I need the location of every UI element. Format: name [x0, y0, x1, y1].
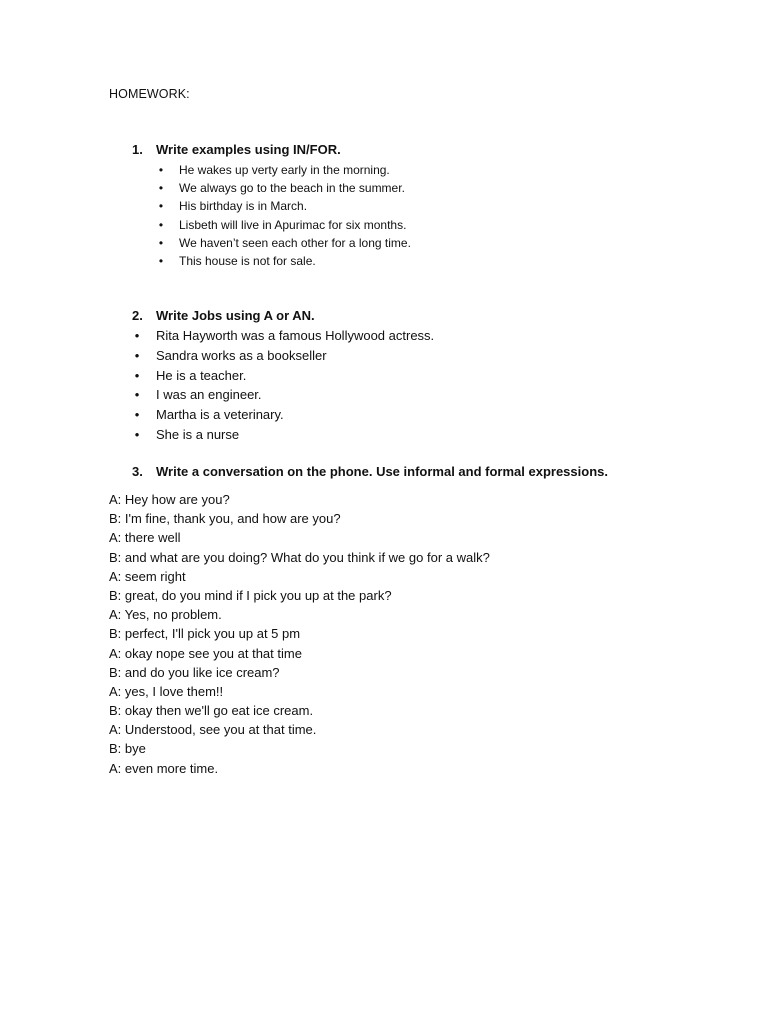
- bullet-icon: •: [158, 199, 164, 214]
- conversation-line: B: great, do you mind if I pick you up at the park?: [109, 587, 392, 603]
- bullet-icon: •: [134, 347, 140, 363]
- conversation-line: B: and what are you doing? What do you think if we go for a walk?: [109, 549, 490, 565]
- list-item: [156, 197, 411, 215]
- list-item-text: This house is not for sale.: [179, 253, 316, 268]
- section-heading-text: Write Jobs using A or AN.: [156, 308, 315, 323]
- bullet-icon: •: [158, 163, 164, 177]
- conversation-line: B: I'm fine, thank you, and how are you?: [109, 511, 341, 527]
- list-item-text: I was an engineer.: [156, 387, 262, 403]
- list-item-text: His birthday is in March.: [179, 199, 308, 214]
- list-item-text: We haven’t seen each other for a long time.: [179, 235, 411, 250]
- section-number: 1.: [132, 142, 143, 157]
- list-item: [132, 385, 434, 405]
- section-2-list: [132, 326, 434, 445]
- bullet-icon: •: [158, 181, 164, 196]
- list-item-text: We always go to the beach in the summer.: [179, 181, 405, 196]
- list-item: [132, 405, 434, 425]
- list-item: [156, 179, 411, 197]
- conversation-line: A: there well: [109, 530, 181, 546]
- conversation-line: A: yes, I love them!!: [109, 683, 224, 699]
- conversation-line: A: Understood, see you at that time.: [109, 722, 317, 738]
- list-item-text: Martha is a veterinary.: [156, 407, 284, 423]
- section-heading-text: Write a conversation on the phone. Use informal and formal expressions.: [156, 464, 608, 479]
- section-number: 2.: [132, 308, 143, 323]
- list-item: [156, 234, 411, 252]
- conversation-line: A: okay nope see you at that time: [109, 645, 302, 661]
- conversation: [109, 490, 490, 778]
- conversation-line: A: even more time.: [109, 760, 219, 776]
- section-number: 3.: [132, 464, 143, 479]
- section-2-heading: [132, 308, 315, 323]
- bullet-icon: •: [134, 426, 140, 442]
- list-item: [156, 216, 411, 234]
- section-heading-text: Write examples using IN/FOR.: [156, 142, 341, 157]
- conversation-line: A: Yes, no problem.: [109, 607, 222, 623]
- list-item-text: Rita Hayworth was a famous Hollywood actress.: [156, 328, 435, 343]
- bullet-icon: •: [158, 235, 164, 250]
- section-3-heading: [132, 464, 608, 479]
- list-item-text: Lisbeth will live in Apurimac for six months.: [179, 217, 407, 232]
- bullet-icon: •: [134, 367, 140, 383]
- bullet-icon: •: [134, 328, 140, 343]
- conversation-line: A: Hey how are you?: [109, 492, 230, 507]
- section-1-heading: [132, 142, 341, 157]
- conversation-line: B: okay then we'll go eat ice cream.: [109, 703, 314, 719]
- conversation-line: B: perfect, I'll pick you up at 5 pm: [109, 626, 301, 642]
- conversation-line: B: and do you like ice cream?: [109, 664, 280, 680]
- list-item: [156, 161, 411, 179]
- bullet-icon: •: [134, 387, 140, 403]
- page-title: HOMEWORK:: [109, 87, 190, 101]
- section-1-list: [156, 161, 411, 270]
- list-item: [132, 326, 434, 346]
- list-item-text: He wakes up verty early in the morning.: [179, 163, 390, 177]
- list-item-text: She is a nurse: [156, 426, 240, 442]
- list-item: [132, 425, 434, 445]
- conversation-line: A: seem right: [109, 568, 186, 584]
- bullet-icon: •: [158, 253, 164, 268]
- conversation-line: B: bye: [109, 741, 146, 757]
- list-item: [156, 252, 411, 270]
- list-item: [132, 346, 434, 366]
- list-item: [132, 366, 434, 386]
- list-item-text: Sandra works as a bookseller: [156, 347, 327, 363]
- bullet-icon: •: [158, 217, 164, 232]
- list-item-text: He is a teacher.: [156, 367, 247, 383]
- bullet-icon: •: [134, 407, 140, 423]
